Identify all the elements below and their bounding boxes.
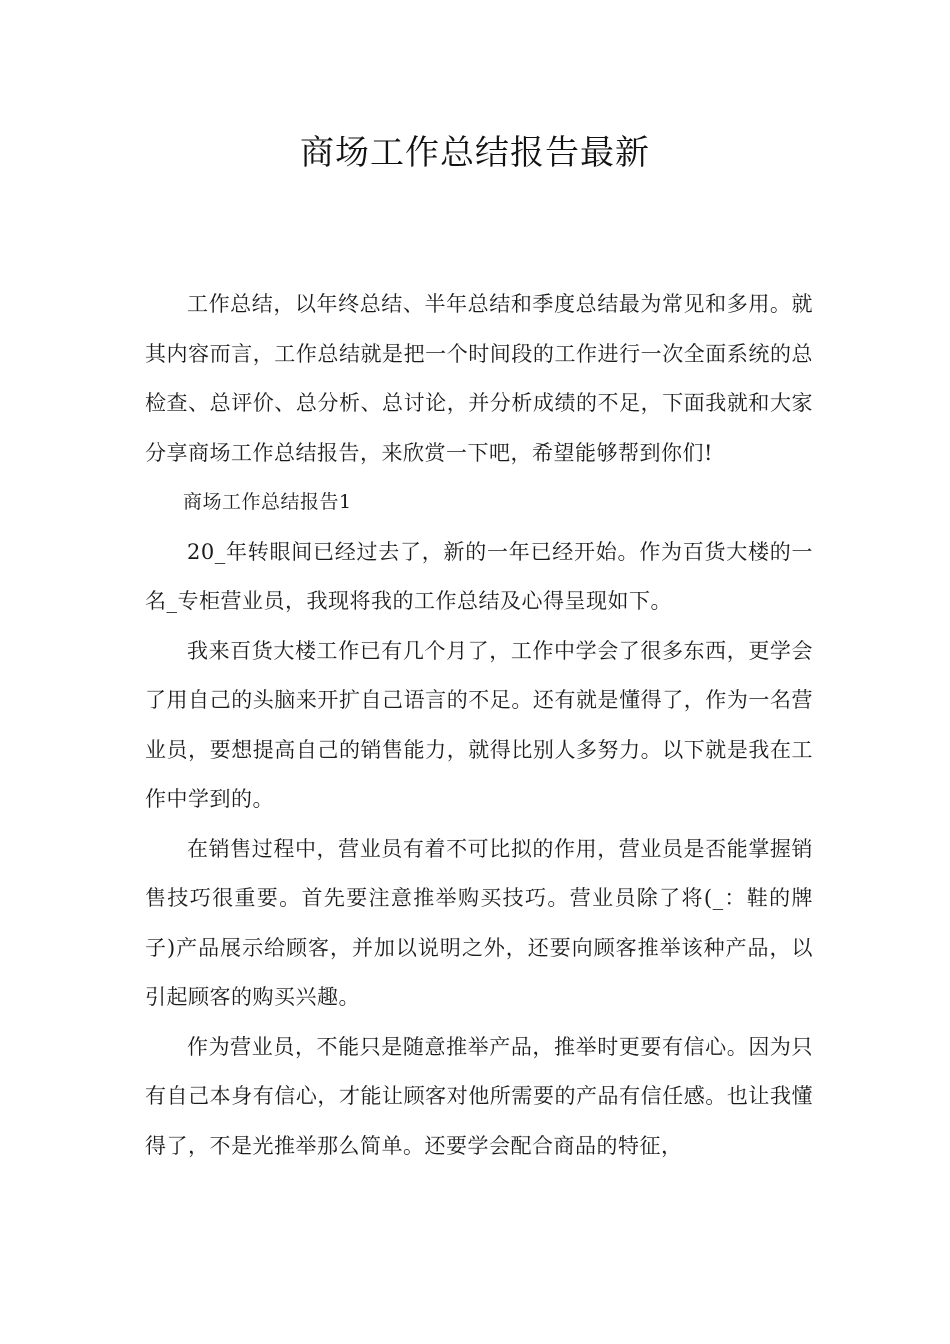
document-body bbox=[145, 280, 813, 1171]
body-paragraph: 作为营业员，不能只是随意推举产品，推举时更要有信心。因为只有自己本身有信心，才能让顾客对他所需要的产品有信任感。也让我懂得了，不是光推举那么简单。还要学会配合商品的特征， bbox=[145, 1034, 813, 1158]
body-paragraph: 20_年转眼间已经过去了，新的一年已经开始。作为百货大楼的一名_专柜营业员，我现将我的工作总结及心得呈现如下。 bbox=[145, 539, 813, 613]
body-paragraph: 我来百货大楼工作已有几个月了，工作中学会了很多东西，更学会了用自己的头脑来开扩自己语言的不足。还有就是懂得了，作为一名营业员，要想提高自己的销售能力，就得比别人多努力。以下就是我在工作中学到的。 bbox=[145, 638, 813, 811]
body-paragraph: 在销售过程中，营业员有着不可比拟的作用，营业员是否能掌握销售技巧很重要。首先要注意推举购买技巧。营业员除了将(_：鞋的牌子)产品展示给顾客，并加以说明之外，还要向顾客推举该种产品，以引起顾客的购买兴趣。 bbox=[145, 836, 813, 1009]
section-heading: 商场工作总结报告1 bbox=[183, 491, 352, 513]
intro-paragraph: 工作总结，以年终总结、半年总结和季度总结最为常见和多用。就其内容而言，工作总结就是把一个时间段的工作进行一次全面系统的总检查、总评价、总分析、总讨论，并分析成绩的不足，下面我就和大家分享商场工作总结报告，来欣赏一下吧，希望能够帮到你们! bbox=[145, 292, 813, 465]
document-title: 商场工作总结报告最新 bbox=[300, 133, 650, 173]
